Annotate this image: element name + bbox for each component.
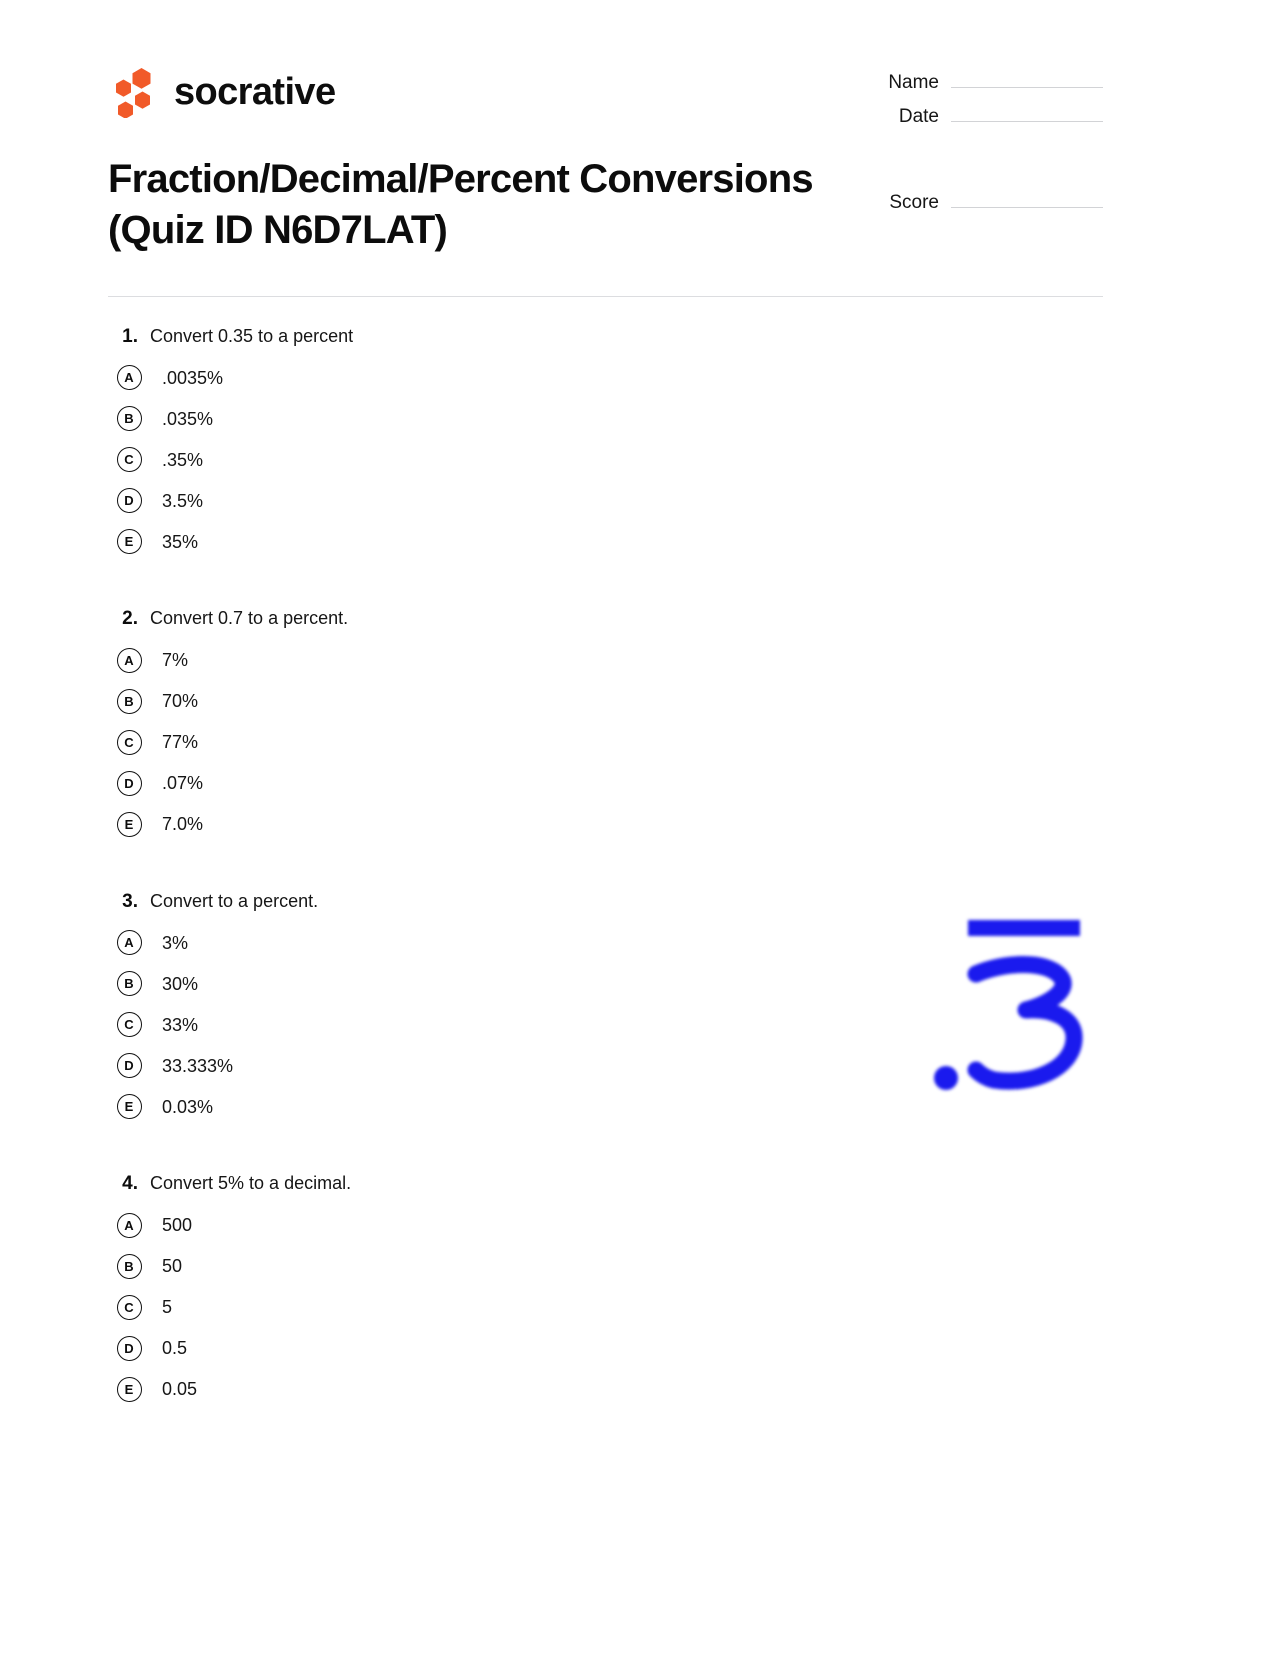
name-input-line[interactable] xyxy=(951,86,1103,88)
option-label: .07% xyxy=(162,773,204,794)
question-prompt: Convert 5% to a decimal. xyxy=(150,1173,352,1194)
option-bubble-wrap xyxy=(108,930,150,955)
option-bubble-icon[interactable]: A xyxy=(117,1213,142,1238)
student-meta-fields xyxy=(863,72,1103,226)
option-bubble-icon[interactable]: D xyxy=(117,488,142,513)
option-bubble-icon[interactable]: E xyxy=(117,1094,142,1119)
option-label: 7.0% xyxy=(162,814,204,835)
question-prompt: Convert to a percent. xyxy=(150,890,319,911)
question-number: 4. xyxy=(122,1173,138,1195)
option-bubble-wrap xyxy=(108,447,150,472)
score-label: Score xyxy=(889,192,939,213)
answer-option[interactable] xyxy=(108,763,1103,804)
option-label: .35% xyxy=(162,449,204,470)
option-bubble-wrap xyxy=(108,1012,150,1037)
question-number: 1. xyxy=(122,326,138,347)
page-title: Fraction/Decimal/Percent Conversions (Quiz ID N6D7LAT) xyxy=(108,157,813,253)
option-bubble-icon[interactable]: B xyxy=(117,689,142,714)
question-number: 2. xyxy=(122,608,138,630)
question-header xyxy=(108,607,1103,630)
answer-option[interactable] xyxy=(108,681,1103,722)
option-label: 3.5% xyxy=(162,490,204,511)
option-bubble-wrap xyxy=(108,730,150,755)
option-label: 50 xyxy=(162,1256,183,1277)
option-label: 30% xyxy=(162,973,199,994)
answer-option[interactable] xyxy=(108,398,1103,439)
option-bubble-icon[interactable]: A xyxy=(117,648,142,673)
decimal-point-stroke xyxy=(934,1066,958,1090)
option-label: .035% xyxy=(162,408,214,429)
option-bubble-wrap xyxy=(108,771,150,796)
option-bubble-wrap xyxy=(108,1254,150,1279)
option-bubble-wrap xyxy=(108,689,150,714)
question-block xyxy=(108,325,1103,562)
worksheet-header xyxy=(108,58,1103,283)
option-bubble-icon[interactable]: D xyxy=(117,771,142,796)
option-bubble-icon[interactable]: E xyxy=(117,1377,142,1402)
date-input-line[interactable] xyxy=(951,120,1103,122)
option-bubble-wrap xyxy=(108,1336,150,1361)
score-input-line[interactable] xyxy=(951,206,1103,208)
option-label: 0.03% xyxy=(162,1096,214,1117)
question-number: 3. xyxy=(122,890,138,912)
option-bubble-icon[interactable]: B xyxy=(117,971,142,996)
header-divider xyxy=(108,296,1103,297)
option-bubble-wrap xyxy=(108,812,150,837)
answer-options xyxy=(108,1205,1103,1410)
answer-options xyxy=(108,640,1103,845)
answer-option[interactable] xyxy=(108,480,1103,521)
option-bubble-wrap xyxy=(108,1053,150,1078)
answer-option[interactable] xyxy=(108,357,1103,398)
option-label: 33% xyxy=(162,1014,199,1035)
answer-option[interactable] xyxy=(108,1246,1103,1287)
question-block xyxy=(108,1172,1103,1409)
socrative-hexagon-logo-icon xyxy=(108,66,160,118)
option-label: 70% xyxy=(162,691,199,712)
option-bubble-wrap xyxy=(108,365,150,390)
option-bubble-icon[interactable]: C xyxy=(117,1295,142,1320)
option-label: 3% xyxy=(162,932,189,953)
option-bubble-icon[interactable]: A xyxy=(117,930,142,955)
option-bubble-icon[interactable]: D xyxy=(117,1053,142,1078)
option-bubble-wrap xyxy=(108,971,150,996)
option-label: 0.05 xyxy=(162,1379,198,1400)
answer-option[interactable] xyxy=(108,804,1103,845)
name-field-row xyxy=(863,72,1103,94)
option-label: .0035% xyxy=(162,367,224,388)
question-prompt: Convert 0.7 to a percent. xyxy=(150,608,349,629)
option-label: 7% xyxy=(162,650,189,671)
questions-list xyxy=(108,325,1103,1455)
option-bubble-icon[interactable]: C xyxy=(117,730,142,755)
option-label: 5 xyxy=(162,1297,173,1318)
option-bubble-wrap xyxy=(108,488,150,513)
question-header xyxy=(108,1172,1103,1195)
digit-three-stroke xyxy=(976,965,1074,1082)
question-header xyxy=(108,325,1103,348)
name-label: Name xyxy=(888,72,939,93)
answer-option[interactable] xyxy=(108,722,1103,763)
option-bubble-icon[interactable]: C xyxy=(117,1012,142,1037)
answer-option[interactable] xyxy=(108,1287,1103,1328)
date-label: Date xyxy=(898,106,939,127)
option-bubble-icon[interactable]: A xyxy=(117,365,142,390)
option-bubble-wrap xyxy=(108,406,150,431)
option-bubble-wrap xyxy=(108,1377,150,1402)
answer-option[interactable] xyxy=(108,1205,1103,1246)
question-prompt: Convert 0.35 to a percent xyxy=(150,326,354,346)
brand-wordmark: socrative xyxy=(174,71,336,113)
score-field-row xyxy=(863,192,1103,214)
handwritten-annotation xyxy=(930,900,1100,1105)
date-field-row xyxy=(863,106,1103,128)
option-label: 33.333% xyxy=(162,1055,234,1076)
answer-option[interactable] xyxy=(108,521,1103,562)
overbar-stroke xyxy=(968,920,1080,936)
option-bubble-icon[interactable]: B xyxy=(117,1254,142,1279)
option-bubble-wrap xyxy=(108,1094,150,1119)
answer-option[interactable] xyxy=(108,1369,1103,1410)
option-label: 500 xyxy=(162,1215,193,1236)
option-bubble-icon[interactable]: C xyxy=(117,447,142,472)
option-bubble-wrap xyxy=(108,1295,150,1320)
option-label: 0.5 xyxy=(162,1338,188,1359)
option-bubble-wrap xyxy=(108,648,150,673)
option-bubble-icon[interactable]: E xyxy=(117,812,142,837)
option-bubble-wrap xyxy=(108,529,150,554)
question-block xyxy=(108,607,1103,844)
option-bubble-icon[interactable]: E xyxy=(117,529,142,554)
answer-option[interactable] xyxy=(108,439,1103,480)
option-bubble-icon[interactable]: D xyxy=(117,1336,142,1361)
brand xyxy=(108,66,335,118)
answer-option[interactable] xyxy=(108,1328,1103,1369)
option-label: 77% xyxy=(162,732,199,753)
option-bubble-wrap xyxy=(108,1213,150,1238)
option-label: 35% xyxy=(162,531,199,552)
answer-option[interactable] xyxy=(108,640,1103,681)
option-bubble-icon[interactable]: B xyxy=(117,406,142,431)
answer-options xyxy=(108,357,1103,562)
